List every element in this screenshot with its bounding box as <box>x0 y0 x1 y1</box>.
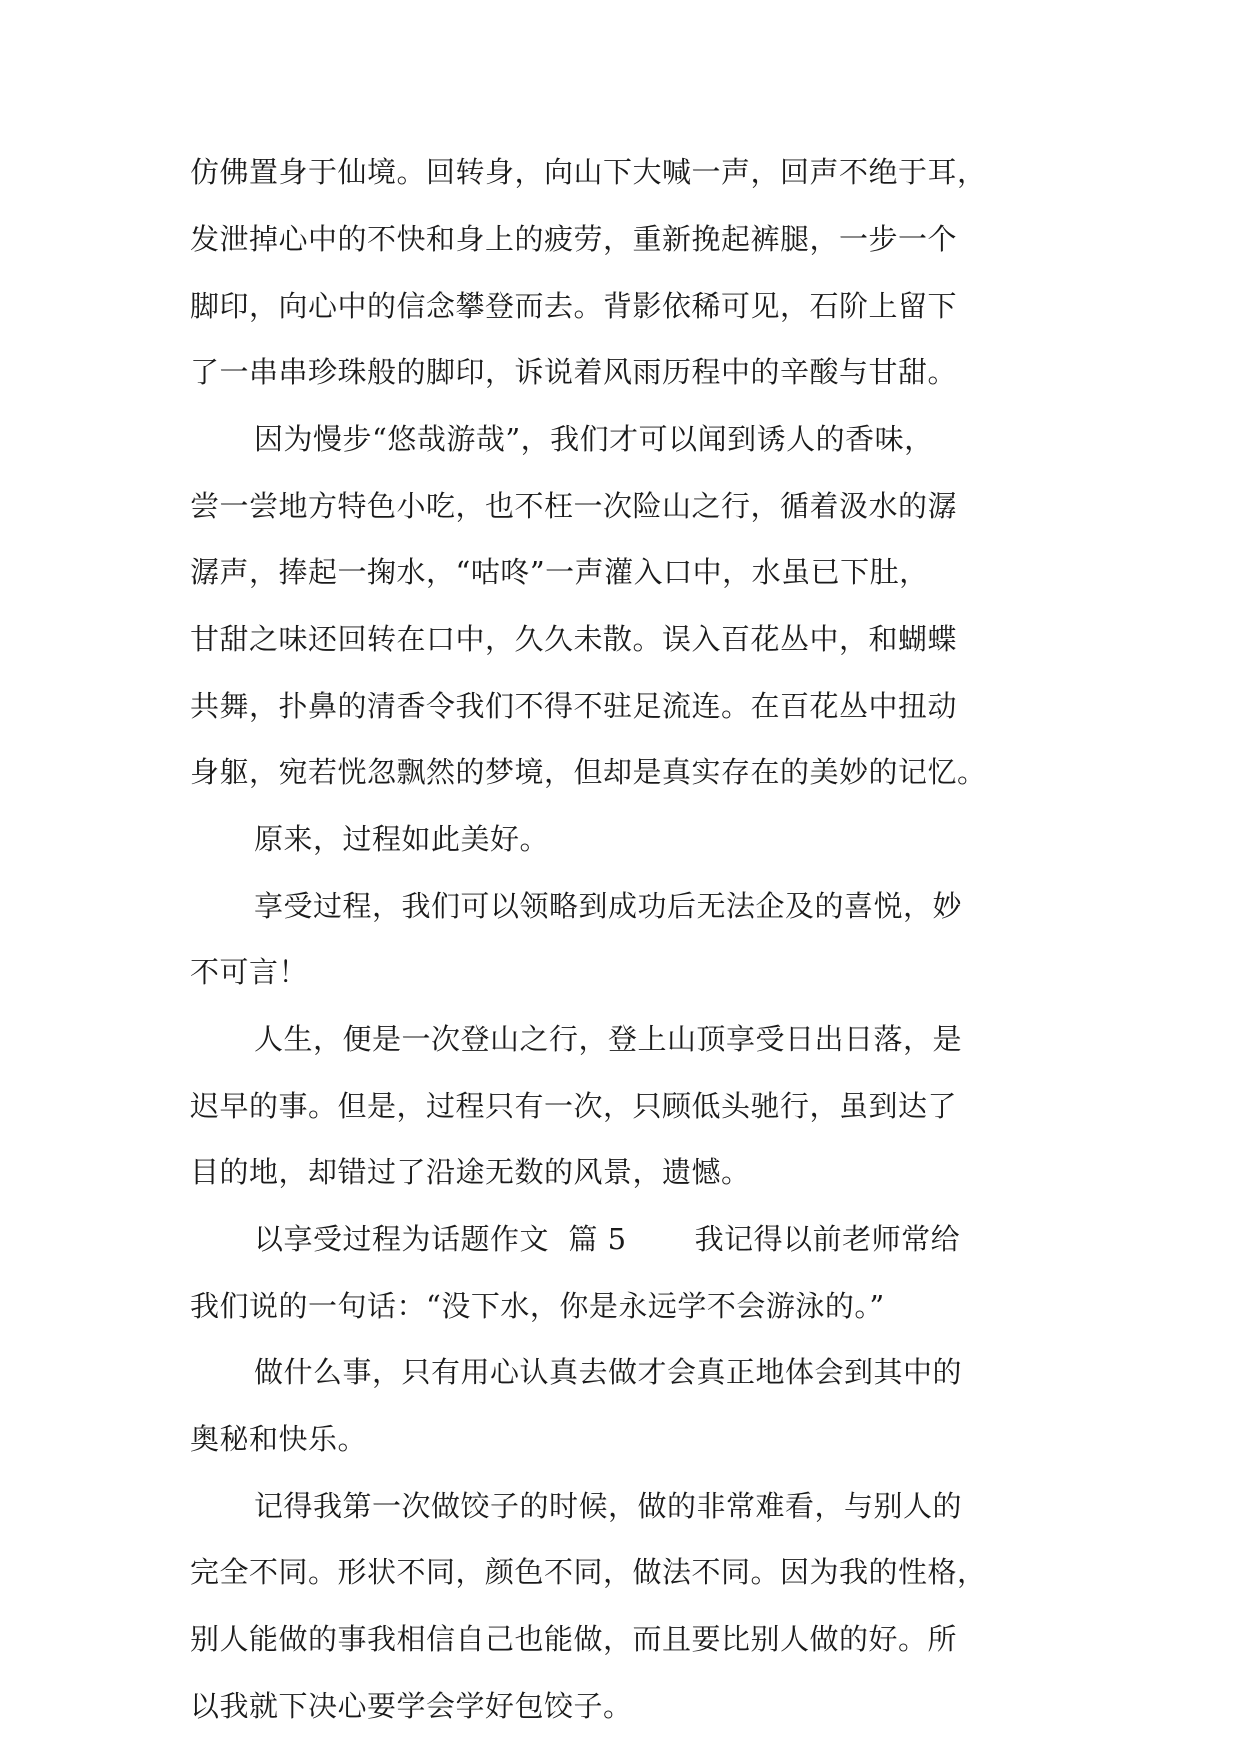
text-line: 完全不同。形状不同，颜色不同，做法不同。因为我的性格， <box>190 1555 987 1589</box>
text-line: 目的地，却错过了沿途无数的风景，遗憾。 <box>190 1155 751 1189</box>
paragraph-first-line: 享受过程，我们可以领略到成功后无法企及的喜悦，妙 <box>254 889 963 923</box>
text-line: 甘甜之味还回转在口中，久久未散。误入百花丛中，和蝴蝶 <box>190 622 958 656</box>
paragraph-first-line: 因为慢步“悠哉游哉”，我们才可以闻到诱人的香味， <box>254 422 934 456</box>
paragraph-first-line: 记得我第一次做饺子的时候，做的非常难看，与别人的 <box>254 1489 963 1523</box>
text-line: 仿佛置身于仙境。回转身，向山下大喊一声，回声不绝于耳， <box>190 155 987 189</box>
text-line: 了一串串珍珠般的脚印，诉说着风雨历程中的辛酸与甘甜。 <box>190 355 958 389</box>
text-line: 奥秘和快乐。 <box>190 1422 368 1456</box>
text-line: 不可言！ <box>190 955 309 989</box>
text-line: 脚印，向心中的信念攀登而去。背影依稀可见，石阶上留下 <box>190 289 958 323</box>
section-heading-line: 以享受过程为话题作文 篇 5 我记得以前老师常给 <box>254 1222 961 1256</box>
text-line: 以我就下决心要学会学好包饺子。 <box>190 1689 633 1723</box>
text-line: 别人能做的事我相信自己也能做，而且要比别人做的好。所 <box>190 1622 958 1656</box>
paragraph-first-line: 原来，过程如此美好。 <box>254 822 550 856</box>
text-line: 身躯，宛若恍忽飘然的梦境，但却是真实存在的美妙的记忆。 <box>190 755 987 789</box>
text-line: 潺声，捧起一掬水，“咕咚”一声灌入口中，水虽已下肚， <box>190 555 929 589</box>
text-line: 共舞，扑鼻的清香令我们不得不驻足流连。在百花丛中扭动 <box>190 689 958 723</box>
text-line: 尝一尝地方特色小吃，也不枉一次险山之行，循着汲水的潺 <box>190 489 958 523</box>
text-line: 发泄掉心中的不快和身上的疲劳，重新挽起裤腿，一步一个 <box>190 222 958 256</box>
text-line: 我们说的一句话：“没下水，你是永远学不会游泳的。” <box>190 1289 885 1323</box>
text-line: 迟早的事。但是，过程只有一次，只顾低头驰行，虽到达了 <box>190 1089 958 1123</box>
paragraph-first-line: 做什么事，只有用心认真去做才会真正地体会到其中的 <box>254 1355 963 1389</box>
paragraph-first-line: 人生，便是一次登山之行，登上山顶享受日出日落，是 <box>254 1022 963 1056</box>
